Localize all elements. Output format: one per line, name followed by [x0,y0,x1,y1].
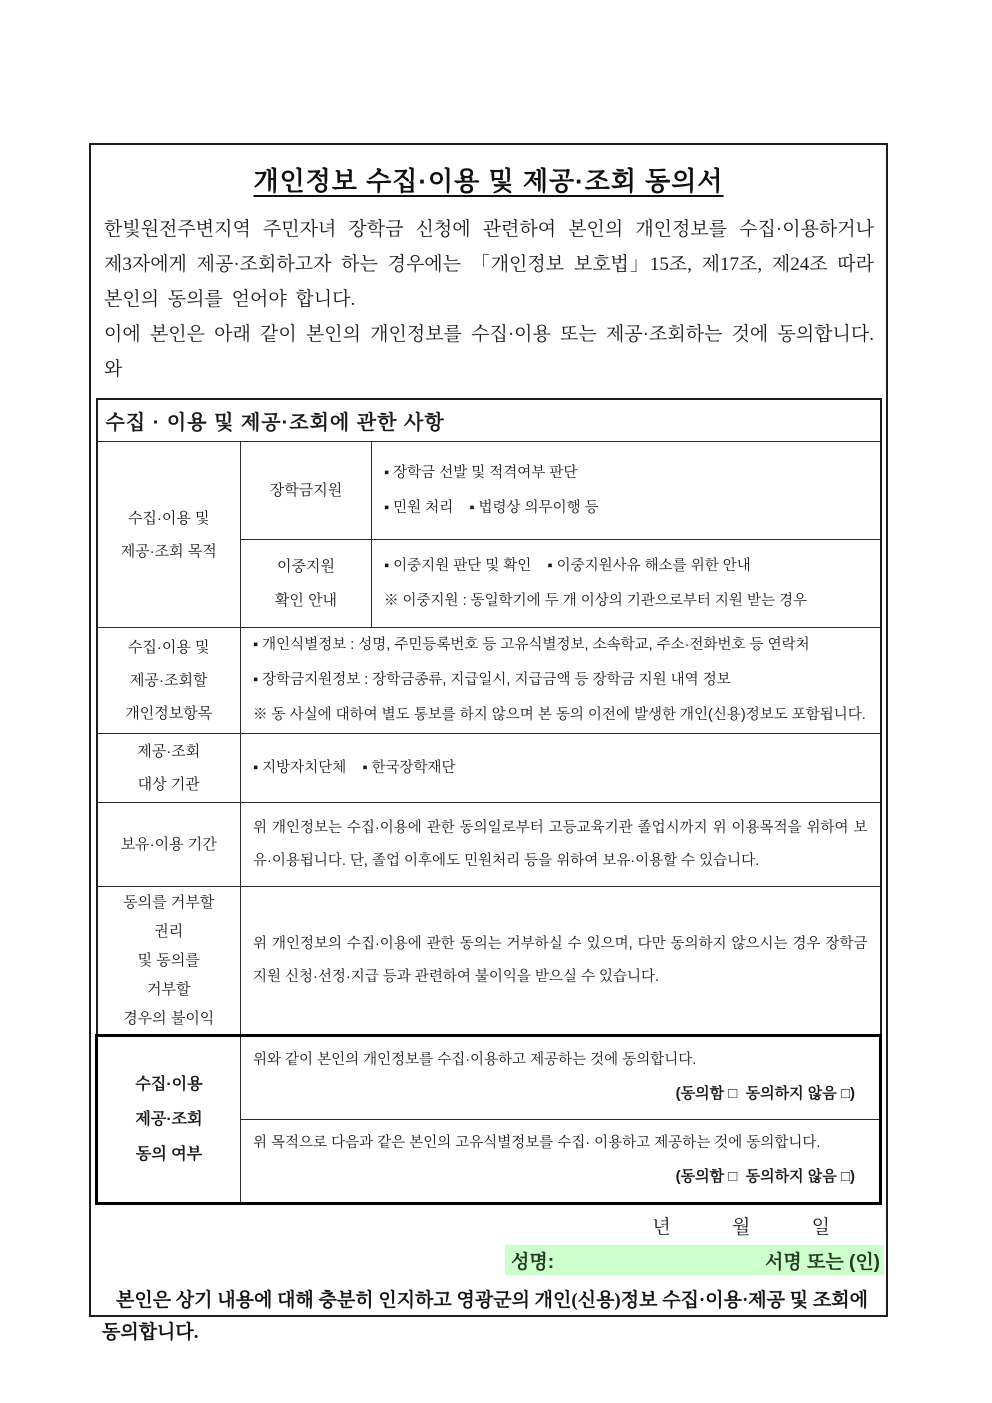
consent-personal-info-cell [241,1036,881,1120]
row-label-personal-info-items [97,628,241,734]
footer-note-line: 본인은 상기 내용에 대해 충분히 인지하고 영광군의 개인(신용)정보 수집·이용·제공 및 조회에 [116,1290,868,1311]
personal-info-items-content [241,628,881,734]
label-line: 및 동의를 [137,952,200,969]
row-label-retention-period [97,803,241,887]
table-row [97,442,881,540]
content-line: ▪ 개인식별정보 : 성명, 주민등록번호 등 고유식별정보, 소속학교, 주소·전화번호 등 연락처 [253,637,810,653]
content-paragraph: 위 개인정보의 수집·이용에 관한 동의는 거부하실 수 있으며, 다만 동의하지 않으시는 경우 장학금 지원 신청·선정·지급 등과 관련하여 불이익을 받으실 수 있습니다. [253,935,868,985]
target-organizations-content [241,734,881,803]
label-line: 제공·조회 [137,743,201,760]
consent-statement: 위 목적으로 다음과 같은 본인의 고유식별정보를 수집· 이용하고 제공하는 것에 동의합니다. [253,1135,821,1151]
row-label-refusal-rights [97,887,241,1036]
label-line: 개인정보항목 [125,705,213,722]
consent-unique-id-cell [241,1120,881,1204]
sub-label-scholarship-support [241,442,372,540]
footer-note-line: 동의합니다. [102,1322,199,1343]
label-line: 장학금지원 [269,481,343,499]
label-line: 거부할 [147,981,191,998]
day-label: 일 [811,1217,830,1238]
label-line: 제공·조회할 [130,672,208,689]
label-line: 권리 [154,923,184,940]
retention-period-content [241,803,881,887]
scholarship-support-content [372,442,881,540]
signature-highlight [505,1245,884,1275]
section-header: 수집 · 이용 및 제공·조회에 관한 사항 [97,399,881,442]
sub-label-duplicate-support [241,540,372,628]
label-line: 확인 안내 [274,591,338,609]
label-line: 경우의 불이익 [123,1010,215,1027]
consent-statement: 위와 같이 본인의 개인정보를 수집·이용하고 제공하는 것에 동의합니다. [253,1052,697,1068]
content-line: ▪ 지방자치단체 ▪ 한국장학재단 [253,759,456,776]
content-line: ※ 동 사실에 대하여 별도 통보를 하지 않으며 본 동의 이전에 발생한 개인(신용)정보도 포함됩니다. [253,707,866,723]
footer-note [102,1285,876,1349]
content-line: ▪ 민원 처리 ▪ 법령상 의무이행 등 [384,499,599,516]
label-line: 보유·이용 기간 [120,836,217,853]
label-line: 수집·이용 및 [127,639,210,656]
table-row [97,734,881,803]
label-line: 제공·조회 목적 [120,542,217,560]
page-title: 개인정보 수집·이용 및 제공·조회 동의서 [253,166,724,196]
table-row [97,887,881,1036]
content-line: ※ 이중지원 : 동일학기에 두 개 이상의 기관으로부터 지원 받는 경우 [384,592,807,609]
intro-paragraph-2: 이에 본인은 아래 같이 본인의 개인정보를 수집·이용 또는 제공·조회하는 것에 동의합니다.와 [104,324,874,380]
label-line: 수집·이용 및 [127,509,210,527]
name-label: 성명: [511,1251,555,1273]
content-line: ▪ 장학금지원정보 : 장학금종류, 지급일시, 지급금액 등 장학금 지원 내역 정보 [253,672,731,688]
table-row [97,628,881,734]
info-table [95,398,882,1205]
duplicate-support-content [372,540,881,628]
document-page [89,143,888,1343]
refusal-rights-content [241,887,881,1036]
sign-or-seal-label: 서명 또는 (인) [765,1251,880,1273]
intro-section [104,212,874,387]
consent-row [97,1036,881,1120]
content-line: ▪ 장학금 선발 및 적격여부 판단 [384,464,578,481]
label-line: 동의 여부 [135,1146,203,1163]
label-line: 수집·이용 [135,1076,203,1093]
content-line: ▪ 이중지원 판단 및 확인 ▪ 이중지원사유 해소를 위한 안내 [384,557,751,574]
row-label-purpose [97,442,241,628]
date-line [91,1212,886,1239]
table-row [97,803,881,887]
month-label: 월 [732,1217,751,1238]
consent-checkbox-options: (동의함 □ 동의하지 않음 □) [675,1085,855,1102]
label-line: 제공·조회 [135,1111,203,1128]
consent-checkbox-options: (동의함 □ 동의하지 않음 □) [675,1168,855,1185]
section-header-row [97,399,881,442]
label-line: 동의를 거부할 [123,894,215,911]
content-paragraph: 위 개인정보는 수집·이용에 관한 동의일로부터 고등교육기관 졸업시까지 위 이용목적을 위하여 보유·이용됩니다. 단, 졸업 이후에도 민원처리 등을 위하여 보유·이용할 수 있습니다. [253,819,868,869]
label-line: 이중지원 [277,557,335,575]
row-label-target-organizations [97,734,241,803]
year-label: 년 [652,1217,671,1238]
row-label-consent-status [97,1036,241,1204]
label-line: 대상 기관 [137,776,200,793]
intro-paragraph-1: 한빛원전주변지역 주민자녀 장학금 신청에 관련하여 본인의 개인정보를 수집·이용하거나 제3자에게 제공·조회하고자 하는 경우에는 「개인정보 보호법」15조, 제17조, 제24조 따라 본인의 동의를 얻어야 합니다. [104,219,874,310]
